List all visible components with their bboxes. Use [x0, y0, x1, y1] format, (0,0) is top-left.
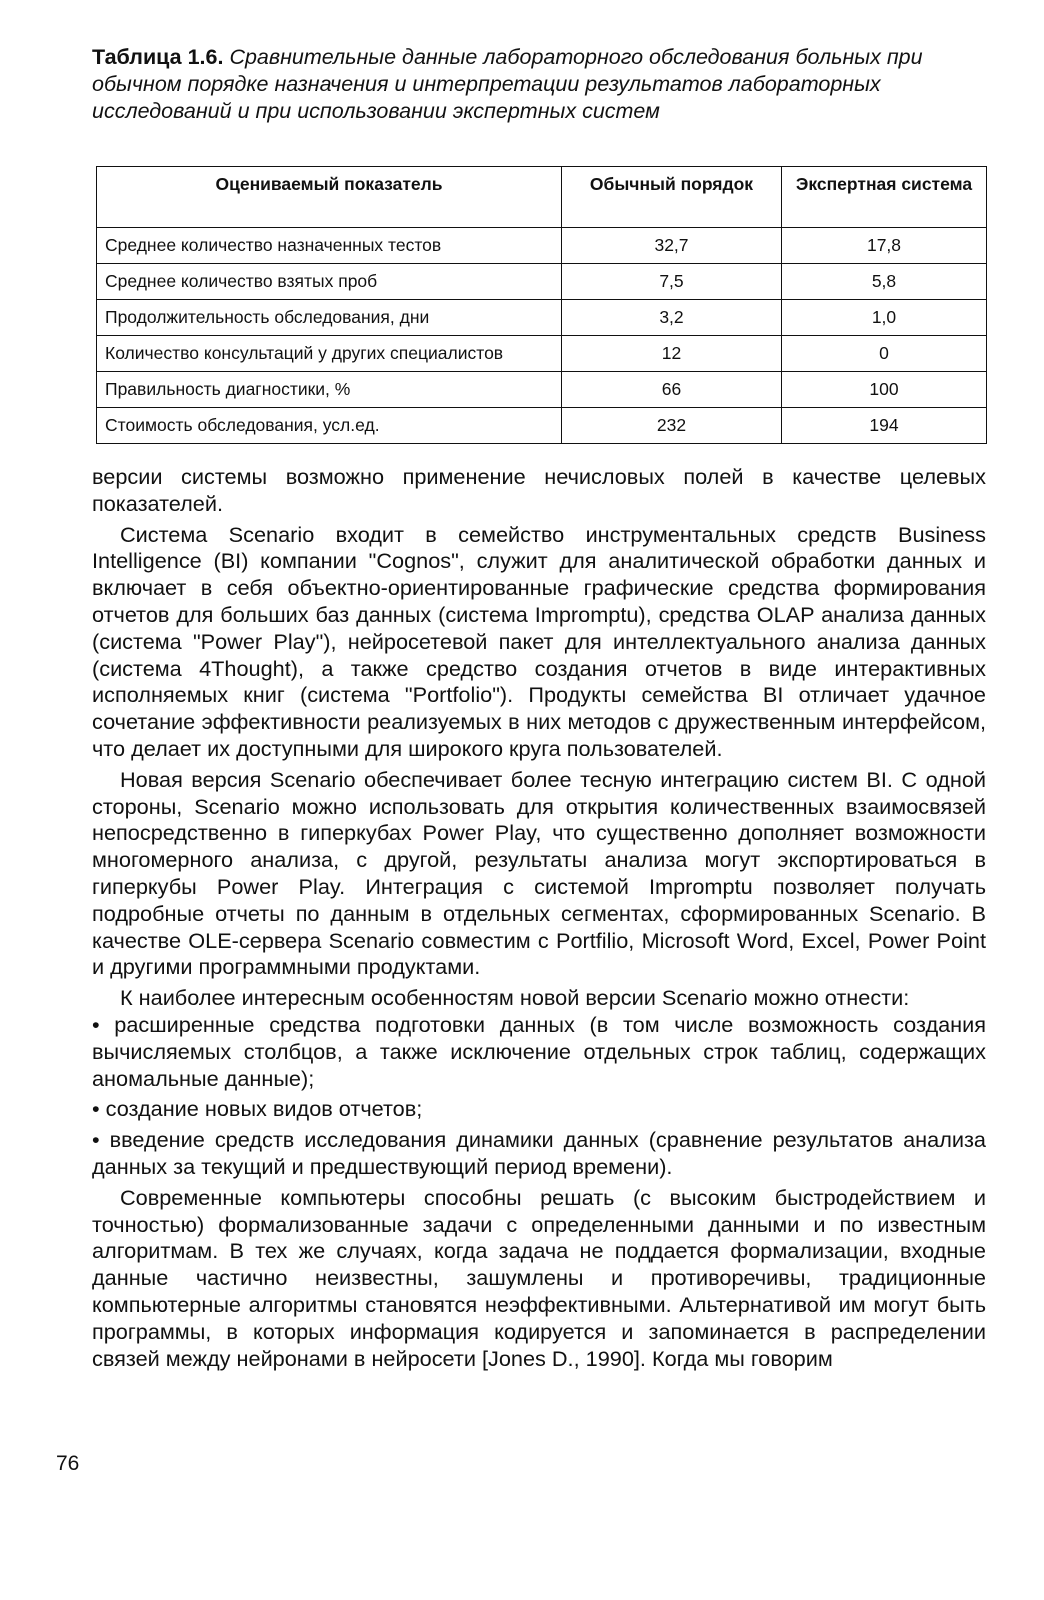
- usual-value: 7,5: [562, 264, 782, 300]
- bullet-item: • введение средств исследования динамики данных (сравнение результатов анализа данных за текущий и предшествующий период времени).: [92, 1127, 986, 1179]
- row-label: Стоимость обследования, усл.ед.: [97, 408, 562, 444]
- table-caption: [92, 44, 986, 125]
- row-label: Среднее количество назначенных тестов: [97, 228, 562, 264]
- header-indicator: Оцениваемый показатель: [97, 167, 562, 228]
- table-caption-text: Сравнительные данные лабораторного обследования больных при обычном порядке назначения и интерпретации результатов лабораторных исследований и при использовании экспертных систем: [92, 45, 923, 123]
- table-row: [97, 336, 987, 372]
- expert-value: 0: [782, 336, 987, 372]
- comparison-table: [96, 166, 987, 444]
- paragraph-scenario-integration: Новая версия Scenario обеспечивает более тесную интеграцию систем BI. С одной стороны, Scenario можно использовать для открытия количественных взаимосвязей непосредственно в гиперкубах Power Play, что существенно дополняет возможности многомерного анализа, с другой, результаты анализа могут экспортироваться в гиперкубы Power Play. Интеграция с системой Impromptu позволяет получать подробные отчеты по данным в отдельных сегментах, сформированных Scenario. В качестве OLE-сервера Scenario совместим с Portfilio, Microsoft Word, Excel, Power Point и другими программными продуктами.: [92, 766, 986, 980]
- usual-value: 3,2: [562, 300, 782, 336]
- expert-value: 194: [782, 408, 987, 444]
- table-caption-label: Таблица 1.6.: [92, 45, 224, 69]
- page-number: 76: [56, 1452, 80, 1475]
- expert-value: 100: [782, 372, 987, 408]
- paragraph-neural-networks: Современные компьютеры способны решать (с высоким быстродействием и точностью) формализованные задачи с определенными данными и по известным алгоритмам. В тех же случаях, когда задача не поддается формализации, входные данные частично неизвестны, зашумлены и противоречивы, традиционные компьютерные алгоритмы становятся неэффективными. Альтернативой им могут быть программы, в которых информация кодируется и запоминается в распределении связей между нейронами в нейросети [Jones D., 1990]. Когда мы говорим: [92, 1184, 986, 1371]
- expert-value: 1,0: [782, 300, 987, 336]
- row-label: Среднее количество взятых проб: [97, 264, 562, 300]
- bullet-item: • расширенные средства подготовки данных (в том числе возможность создания вычисляемых столбцов, а также исключение отдельных строк таблиц, содержащих аномальные данные);: [92, 1011, 986, 1091]
- row-label: Продолжительность обследования, дни: [97, 300, 562, 336]
- paragraph-features-intro: К наиболее интересным особенностям новой версии Scenario можно отнести:: [120, 985, 910, 1011]
- row-label: Количество консультаций у других специалистов: [97, 336, 562, 372]
- table-row: [97, 372, 987, 408]
- usual-value: 32,7: [562, 228, 782, 264]
- usual-value: 66: [562, 372, 782, 408]
- expert-value: 5,8: [782, 264, 987, 300]
- header-usual-order: Обычный порядок: [562, 167, 782, 228]
- table-row: [97, 408, 987, 444]
- table-row: [97, 300, 987, 336]
- table-row: [97, 264, 987, 300]
- paragraph-scenario-intro: Система Scenario входит в семейство инструментальных средств Business Intelligence (BI) компании "Cognos", служит для аналитической обработки данных и включает в себя объектно-ориентированные графические средства формирования отчетов для больших баз данных (система Impromptu), средства OLAP анализа данных (система "Power Play"), нейросетевой пакет для интеллектуального анализа данных (система 4Thought), а также средство создания отчетов в виде интерактивных исполняемых книг (система "Portfolio"). Продукты семейства BI отличает удачное сочетание эффективности реализуемых в них методов с дружественным интерфейсом, что делает их доступными для широкого круга пользователей.: [92, 521, 986, 761]
- paragraph-continuation: версии системы возможно применение нечисловых полей в качестве целевых показателей.: [92, 464, 986, 516]
- expert-value: 17,8: [782, 228, 987, 264]
- table-row: [97, 228, 987, 264]
- header-expert-system: Экспертная система: [782, 167, 987, 228]
- row-label: Правильность диагностики, %: [97, 372, 562, 408]
- table-header-row: [97, 167, 987, 228]
- usual-value: 12: [562, 336, 782, 372]
- body-text: [92, 464, 986, 1372]
- usual-value: 232: [562, 408, 782, 444]
- bullet-item: • создание новых видов отчетов;: [92, 1096, 423, 1122]
